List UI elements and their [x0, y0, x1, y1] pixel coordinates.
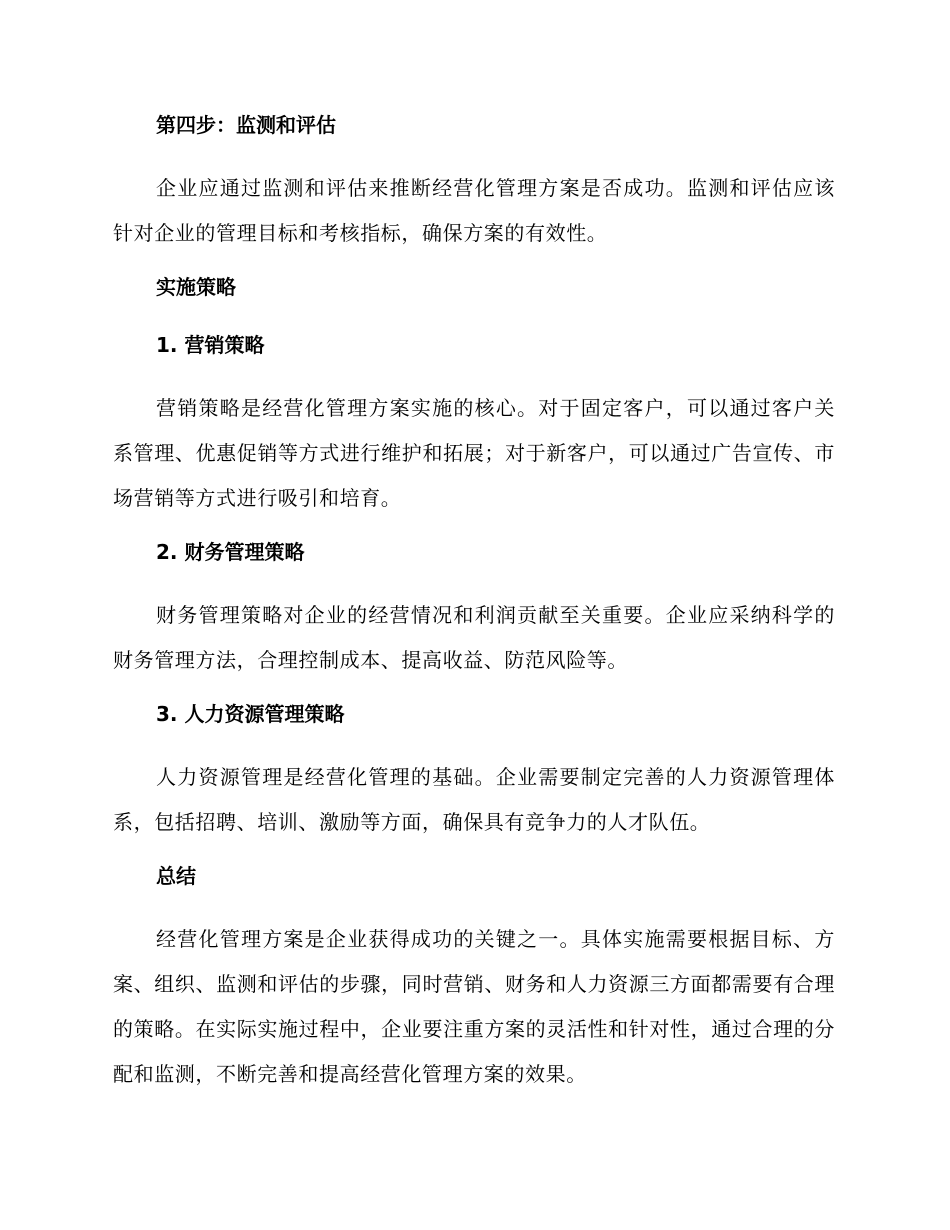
section-heading-summary: 总结 — [156, 864, 196, 888]
subheading-marketing: 1. 营销策略 — [156, 333, 265, 357]
paragraph-finance: 财务管理策略对企业的经营情况和利润贡献至关重要。企业应采纳科学的财务管理方法，合理控制成本、提高收益、防范风险等。 — [113, 603, 835, 672]
section-heading-strategy: 实施策略 — [156, 275, 236, 299]
document-body — [113, 108, 835, 1111]
subheading-finance: 2. 财务管理策略 — [156, 540, 305, 564]
paragraph-hr: 人力资源管理是经营化管理的基础。企业需要制定完善的人力资源管理体系，包括招聘、培训、激励等方面，确保具有竞争力的人才队伍。 — [113, 765, 835, 834]
subheading-hr: 3. 人力资源管理策略 — [156, 702, 345, 726]
section-heading-monitoring: 第四步：监测和评估 — [156, 113, 336, 137]
paragraph-summary: 经营化管理方案是企业获得成功的关键之一。具体实施需要根据目标、方案、组织、监测和评估的步骤，同时营销、财务和人力资源三方面都需要有合理的策略。在实际实施过程中，企业要注重方案的灵活性和针对性，通过合理的分配和监测，不断完善和提高经营化管理方案的效果。 — [113, 927, 835, 1086]
paragraph-monitoring: 企业应通过监测和评估来推断经营化管理方案是否成功。监测和评估应该针对企业的管理目标和考核指标，确保方案的有效性。 — [113, 176, 835, 245]
paragraph-marketing: 营销策略是经营化管理方案实施的核心。对于固定客户，可以通过客户关系管理、优惠促销等方式进行维护和拓展；对于新客户，可以通过广告宣传、市场营销等方式进行吸引和培育。 — [113, 396, 835, 510]
